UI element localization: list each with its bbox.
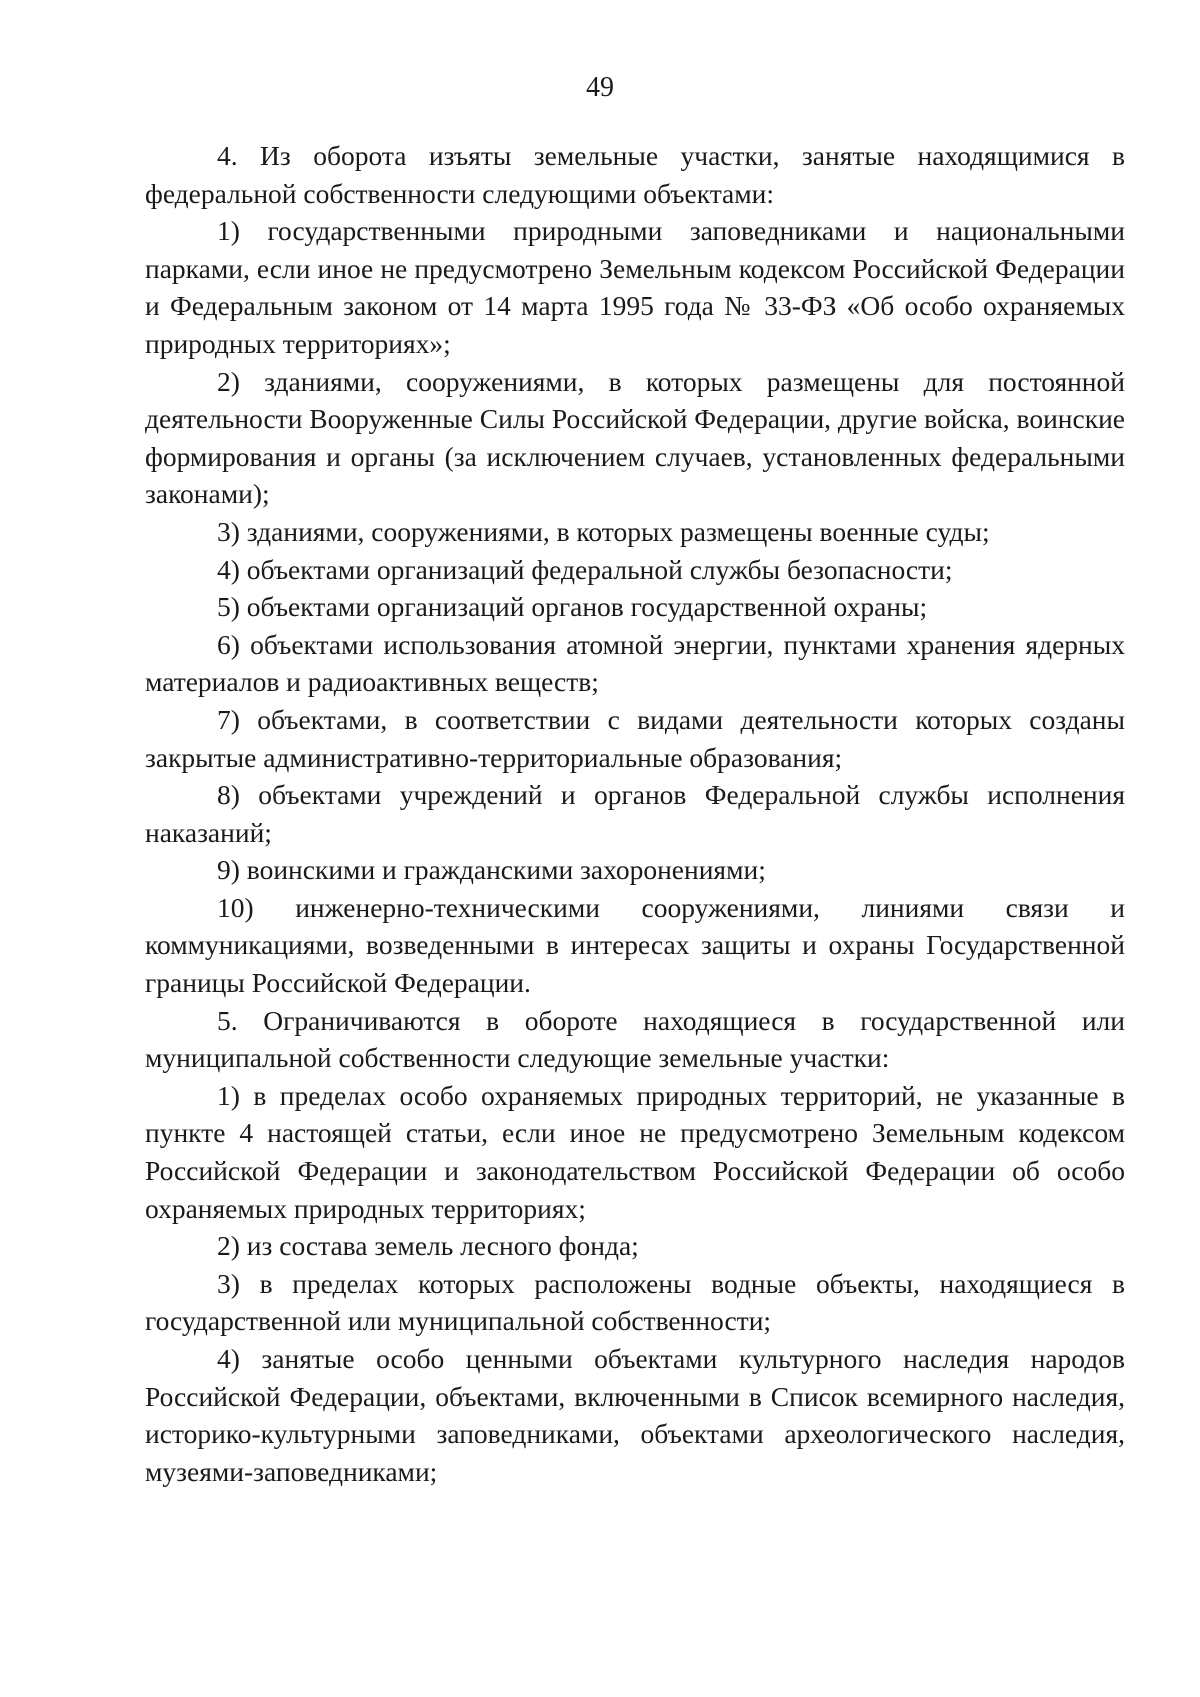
paragraph-item-4-10: 10) инженерно-техническими сооружениями, линиями связи и коммуникациями, возведенными в интересах защиты и охраны Государственной границы Российской Федерации. [145, 891, 1125, 999]
paragraph-item-4-3: 3) зданиями, сооружениями, в которых размещены военные суды; [217, 515, 990, 547]
paragraph-item-4-1: 1) государственными природными заповедниками и национальными парками, если иное не предусмотрено Земельным кодексом Российской Федерации и Федеральным законом от 14 марта 1995 года № 33-ФЗ «Об особо охраняемых природных территориях»; [145, 215, 1125, 359]
paragraph-item-4-8: 8) объектами учреждений и органов Федеральной службы исполнения наказаний; [145, 779, 1125, 848]
paragraph-clause-5: 5. Ограничиваются в обороте находящиеся в государственной или муниципальной собственности следующие земельные участки: [145, 1004, 1125, 1074]
paragraph-item-4-7: 7) объектами, в соответствии с видами деятельности которых созданы закрытые административно-территориальные образования; [145, 703, 1125, 773]
paragraph-item-5-1: 1) в пределах особо охраняемых природных территорий, не указанные в пункте 4 настоящей статьи, если иное не предусмотрено Земельным кодексом Российской Федерации и законодательством Российской Федерации об особо охраняемых природных территориях; [145, 1079, 1125, 1224]
paragraph-item-5-3: 3) в пределах которых расположены водные объекты, находящиеся в государственной или муниципальной собственности; [145, 1267, 1125, 1337]
paragraph-item-4-6: 6) объектами использования атомной энергии, пунктами хранения ядерных материалов и радиоактивных веществ; [145, 628, 1125, 698]
document-body [145, 137, 1125, 1490]
paragraph-item-5-4: 4) занятые особо ценными объектами культурного наследия народов Российской Федерации, объектами, включенными в Список всемирного наследия, историко-культурными заповедниками, объектами археологического наследия, музеями-заповедниками; [145, 1343, 1125, 1487]
paragraph-item-5-2: 2) из состава земель лесного фонда; [217, 1230, 639, 1262]
paragraph-clause-4: 4. Из оборота изъяты земельные участки, занятые находящимися в федеральной собственности следующими объектами: [145, 140, 1125, 209]
page-number: 49 [586, 72, 614, 103]
paragraph-item-4-4: 4) объектами организаций федеральной службы безопасности; [217, 553, 953, 585]
paragraph-item-4-2: 2) зданиями, сооружениями, в которых размещены для постоянной деятельности Вооруженные Силы Российской Федерации, другие войска, воинские формирования и органы (за исключением случаев, установленных федеральными законами); [145, 365, 1125, 510]
paragraph-item-4-9: 9) воинскими и гражданскими захоронениями; [217, 854, 766, 886]
paragraph-item-4-5: 5) объектами организаций органов государственной охраны; [217, 591, 928, 623]
